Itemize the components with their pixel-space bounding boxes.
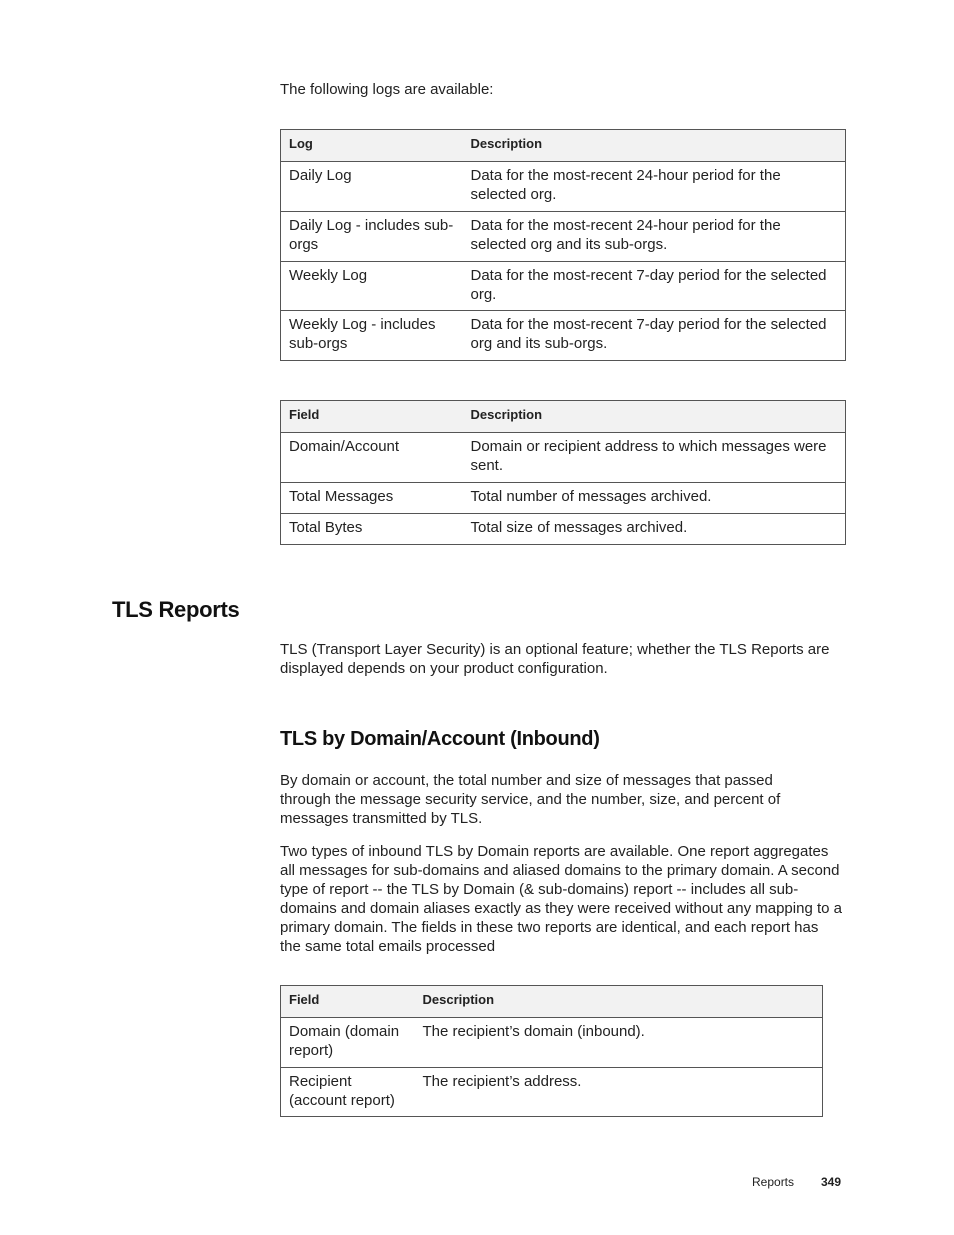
column-header: Field <box>281 986 415 1018</box>
table-header-row <box>281 130 846 162</box>
table-row <box>281 1068 823 1117</box>
table-row <box>281 212 846 262</box>
table-row <box>281 311 846 361</box>
paragraph: Two types of inbound TLS by Domain reports are available. One report aggregates all messages for sub-domains and aliased domains to the primary domain. A second type of report -- the TLS by Domain (& sub-domains) report -- includes all sub-domains and domain aliases exactly as they were received without any mapping to a primary domain. The fields in these two reports are identical, and each report has the same total emails processed <box>280 843 842 955</box>
section-title: TLS Reports <box>112 597 240 622</box>
table-cell: Recipient (account report) <box>281 1068 415 1117</box>
table-row <box>281 483 846 514</box>
table-cell: The recipient’s domain (inbound). <box>415 1018 823 1068</box>
footer-section-label: Reports <box>752 1175 795 1189</box>
column-header: Description <box>463 401 846 433</box>
table-cell: Domain/Account <box>281 433 463 483</box>
table-cell: Domain or recipient address to which messages were sent. <box>463 433 846 483</box>
column-header: Description <box>415 986 823 1018</box>
table-row <box>281 514 846 545</box>
column-header: Field <box>281 401 463 433</box>
table-cell: Data for the most-recent 24-hour period for the selected org and its sub-orgs. <box>463 212 846 262</box>
table-cell: Weekly Log <box>281 262 463 311</box>
table-header-row <box>281 401 846 433</box>
table-cell: Total Messages <box>281 483 463 514</box>
table-cell: Total Bytes <box>281 514 463 545</box>
table-cell: Total size of messages archived. <box>463 514 846 545</box>
table-cell: Weekly Log - includes sub-orgs <box>281 311 463 361</box>
table-cell: Daily Log <box>281 162 463 212</box>
table-cell: Domain (domain report) <box>281 1018 415 1068</box>
table-row <box>281 162 846 212</box>
table-cell: Total number of messages archived. <box>463 483 846 514</box>
subsection-title: TLS by Domain/Account (Inbound) <box>280 728 600 750</box>
table-cell: Data for the most-recent 7-day period for the selected org and its sub-orgs. <box>463 311 846 361</box>
table-row <box>281 433 846 483</box>
table-cell: Data for the most-recent 7-day period for the selected org. <box>463 262 846 311</box>
column-header: Log <box>281 130 463 162</box>
intro-text: The following logs are available: <box>280 81 494 98</box>
page-number: 349 <box>821 1175 842 1189</box>
table-row <box>281 262 846 311</box>
tls-description: TLS (Transport Layer Security) is an optional feature; whether the TLS Reports are displayed depends on your product configuration. <box>280 641 830 677</box>
logs-table <box>280 129 846 361</box>
table-cell: Daily Log - includes sub-orgs <box>281 212 463 262</box>
table-header-row <box>281 986 823 1018</box>
column-header: Description <box>463 130 846 162</box>
fields-table <box>280 400 846 545</box>
paragraph: By domain or account, the total number and size of messages that passed through the message security service, and the number, size, and percent of messages transmitted by TLS. <box>280 772 781 827</box>
tls-fields-table <box>280 985 823 1117</box>
table-cell: The recipient’s address. <box>415 1068 823 1117</box>
table-cell: Data for the most-recent 24-hour period for the selected org. <box>463 162 846 212</box>
table-row <box>281 1018 823 1068</box>
